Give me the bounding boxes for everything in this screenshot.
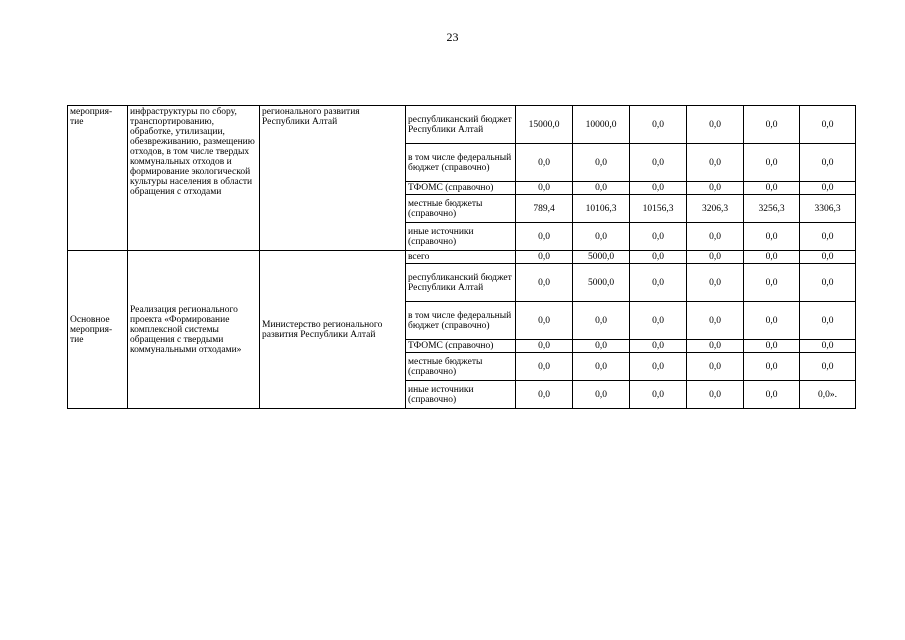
source-cell: ТФОМС (справочно) bbox=[406, 340, 516, 353]
event-type-cell: Основное мероприя-тие bbox=[68, 251, 128, 409]
value-cell: 3306,3 bbox=[800, 195, 856, 223]
value-cell: 5000,0 bbox=[573, 251, 630, 264]
value-cell: 0,0 bbox=[744, 340, 800, 353]
value-cell: 0,0 bbox=[744, 144, 800, 182]
value-cell: 0,0 bbox=[516, 264, 573, 302]
value-cell: 0,0 bbox=[573, 302, 630, 340]
value-cell: 0,0 bbox=[800, 144, 856, 182]
value-cell: 0,0 bbox=[744, 353, 800, 381]
source-cell: ТФОМС (справочно) bbox=[406, 182, 516, 195]
value-cell: 3206,3 bbox=[687, 195, 744, 223]
value-cell: 0,0 bbox=[573, 223, 630, 251]
value-cell: 0,0 bbox=[573, 353, 630, 381]
value-cell: 0,0 bbox=[744, 264, 800, 302]
value-cell: 0,0 bbox=[687, 182, 744, 195]
event-type-cell: мероприя- тие bbox=[68, 106, 128, 251]
value-cell: 0,0 bbox=[573, 340, 630, 353]
value-cell: 0,0 bbox=[516, 340, 573, 353]
value-cell: 0,0 bbox=[800, 353, 856, 381]
value-cell: 0,0 bbox=[687, 264, 744, 302]
value-cell: 0,0 bbox=[630, 264, 687, 302]
event-description-cell: инфраструктуры по сбору, транспортированию, обработке, утилизации, обезвреживанию, размещению отходов, в том числе твердых коммунальных отходов и формирование экологической культуры населения в области обращения с отходами bbox=[128, 106, 260, 251]
source-cell: местные бюджеты (справочно) bbox=[406, 195, 516, 223]
value-cell: 0,0 bbox=[800, 106, 856, 144]
value-cell: 0,0 bbox=[744, 381, 800, 409]
value-cell: 0,0 bbox=[516, 223, 573, 251]
value-cell: 0,0 bbox=[516, 381, 573, 409]
value-cell: 0,0 bbox=[800, 302, 856, 340]
event-description-cell: Реализация регионального проекта «Формирование комплексной системы обращения с твердыми коммунальными отходами» bbox=[128, 251, 260, 409]
value-cell: 15000,0 bbox=[516, 106, 573, 144]
value-cell: 0,0 bbox=[744, 251, 800, 264]
value-cell: 0,0 bbox=[687, 106, 744, 144]
value-cell: 0,0 bbox=[630, 223, 687, 251]
table-row bbox=[68, 106, 856, 144]
value-cell: 0,0 bbox=[687, 223, 744, 251]
value-cell: 5000,0 bbox=[573, 264, 630, 302]
value-cell: 0,0 bbox=[744, 182, 800, 195]
value-cell: 0,0 bbox=[687, 144, 744, 182]
value-cell: 0,0 bbox=[630, 302, 687, 340]
source-cell: республиканский бюджет Республики Алтай bbox=[406, 106, 516, 144]
source-cell: в том числе федеральный бюджет (справочно) bbox=[406, 302, 516, 340]
executor-cell: регионального развития Республики Алтай bbox=[260, 106, 406, 251]
value-cell: 0,0 bbox=[630, 251, 687, 264]
value-cell: 0,0 bbox=[687, 251, 744, 264]
value-cell: 0,0 bbox=[516, 302, 573, 340]
value-cell: 0,0 bbox=[516, 182, 573, 195]
value-cell: 0,0 bbox=[630, 182, 687, 195]
value-cell: 0,0 bbox=[800, 251, 856, 264]
value-cell: 0,0 bbox=[573, 381, 630, 409]
value-cell: 0,0 bbox=[744, 302, 800, 340]
value-cell: 0,0 bbox=[630, 353, 687, 381]
value-cell: 0,0 bbox=[516, 353, 573, 381]
value-cell: 10000,0 bbox=[573, 106, 630, 144]
executor-cell: Министерство регионального развития Республики Алтай bbox=[260, 251, 406, 409]
page-number: 23 bbox=[446, 30, 459, 44]
value-cell: 10156,3 bbox=[630, 195, 687, 223]
value-cell: 0,0 bbox=[687, 381, 744, 409]
value-cell: 0,0 bbox=[744, 106, 800, 144]
value-cell: 0,0 bbox=[800, 264, 856, 302]
value-cell: 0,0 bbox=[573, 144, 630, 182]
value-cell: 0,0 bbox=[516, 144, 573, 182]
value-cell: 10106,3 bbox=[573, 195, 630, 223]
source-cell: иные источники (справочно) bbox=[406, 381, 516, 409]
value-cell: 3256,3 bbox=[744, 195, 800, 223]
source-cell: местные бюджеты (справочно) bbox=[406, 353, 516, 381]
value-cell: 0,0 bbox=[687, 353, 744, 381]
value-cell: 0,0 bbox=[687, 340, 744, 353]
budget-table bbox=[67, 105, 856, 409]
value-cell: 0,0 bbox=[630, 381, 687, 409]
value-cell: 0,0 bbox=[800, 182, 856, 195]
value-cell: 0,0 bbox=[630, 144, 687, 182]
value-cell: 789,4 bbox=[516, 195, 573, 223]
source-cell: в том числе федеральный бюджет (справочно) bbox=[406, 144, 516, 182]
value-cell: 0,0 bbox=[687, 302, 744, 340]
value-cell: 0,0 bbox=[630, 106, 687, 144]
value-cell: 0,0 bbox=[630, 340, 687, 353]
value-cell: 0,0 bbox=[800, 223, 856, 251]
value-cell: 0,0 bbox=[573, 182, 630, 195]
value-cell: 0,0». bbox=[800, 381, 856, 409]
value-cell: 0,0 bbox=[516, 251, 573, 264]
table-row bbox=[68, 251, 856, 264]
source-cell: республиканский бюджет Республики Алтай bbox=[406, 264, 516, 302]
value-cell: 0,0 bbox=[800, 340, 856, 353]
source-cell: всего bbox=[406, 251, 516, 264]
source-cell: иные источники (справочно) bbox=[406, 223, 516, 251]
value-cell: 0,0 bbox=[744, 223, 800, 251]
